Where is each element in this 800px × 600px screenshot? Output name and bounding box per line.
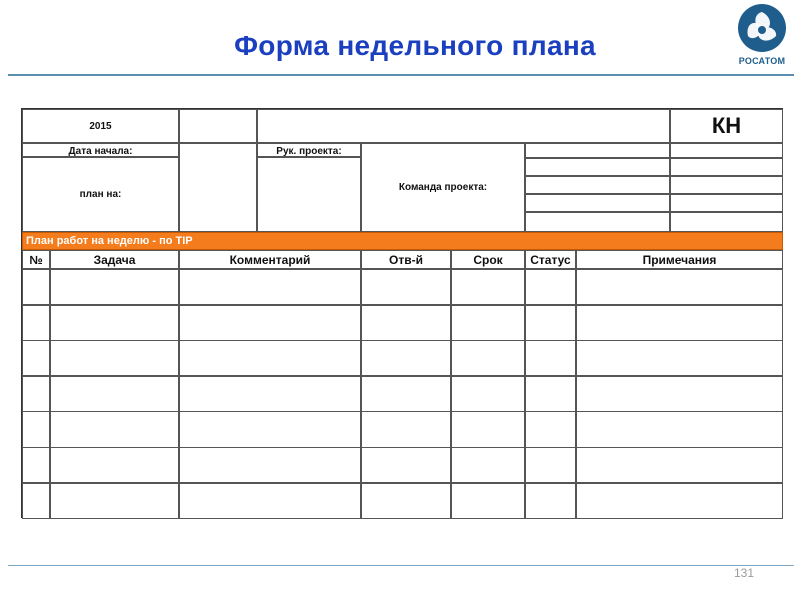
footer-divider — [8, 565, 794, 566]
team-member-cell[interactable] — [670, 143, 783, 158]
task-cell-status[interactable] — [525, 340, 576, 376]
task-cell-comment[interactable] — [179, 376, 361, 412]
task-cell-number[interactable] — [22, 483, 50, 519]
team-member-cell[interactable] — [525, 212, 670, 232]
blank-cell[interactable] — [179, 109, 257, 143]
project-lead-label: Рук. проекта: — [257, 143, 361, 157]
task-cell-responsible[interactable] — [361, 269, 451, 305]
task-cell-task[interactable] — [50, 376, 179, 412]
team-member-cell[interactable] — [525, 194, 670, 212]
header-divider — [8, 74, 794, 76]
team-member-cell[interactable] — [525, 176, 670, 194]
task-cell-comment[interactable] — [179, 411, 361, 447]
code-cell: КН — [670, 109, 783, 143]
column-header-notes: Примечания — [576, 250, 783, 269]
task-cell-task[interactable] — [50, 447, 179, 483]
task-cell-notes[interactable] — [576, 376, 783, 412]
column-header-task: Задача — [50, 250, 179, 269]
task-cell-responsible[interactable] — [361, 340, 451, 376]
task-cell-comment[interactable] — [179, 447, 361, 483]
task-cell-task[interactable] — [50, 411, 179, 447]
task-cell-comment[interactable] — [179, 340, 361, 376]
task-cell-task[interactable] — [50, 269, 179, 305]
weekly-plan-form — [21, 108, 783, 518]
task-cell-status[interactable] — [525, 447, 576, 483]
task-cell-status[interactable] — [525, 305, 576, 341]
start-date-field[interactable] — [179, 143, 257, 232]
rosatom-atom-icon — [736, 2, 788, 54]
task-cell-comment[interactable] — [179, 269, 361, 305]
column-header-comment: Комментарий — [179, 250, 361, 269]
task-cell-task[interactable] — [50, 483, 179, 519]
task-cell-number[interactable] — [22, 376, 50, 412]
task-cell-notes[interactable] — [576, 411, 783, 447]
task-cell-responsible[interactable] — [361, 411, 451, 447]
task-cell-number[interactable] — [22, 305, 50, 341]
page-number: 131 — [734, 566, 755, 580]
year-cell: 2015 — [22, 109, 179, 143]
task-cell-deadline[interactable] — [451, 447, 525, 483]
task-cell-deadline[interactable] — [451, 411, 525, 447]
task-cell-number[interactable] — [22, 411, 50, 447]
team-member-cell[interactable] — [670, 158, 783, 176]
task-cell-number[interactable] — [22, 269, 50, 305]
column-header-deadline: Срок — [451, 250, 525, 269]
task-cell-notes[interactable] — [576, 340, 783, 376]
team-member-cell[interactable] — [525, 143, 670, 158]
team-member-cell[interactable] — [525, 158, 670, 176]
task-cell-number[interactable] — [22, 340, 50, 376]
plan-for-label: план на: — [22, 157, 179, 232]
team-member-cell[interactable] — [670, 194, 783, 212]
task-cell-deadline[interactable] — [451, 305, 525, 341]
task-cell-notes[interactable] — [576, 483, 783, 519]
column-header-status: Статус — [525, 250, 576, 269]
blank-cell[interactable] — [257, 109, 670, 143]
task-cell-status[interactable] — [525, 411, 576, 447]
task-cell-status[interactable] — [525, 376, 576, 412]
task-cell-deadline[interactable] — [451, 340, 525, 376]
project-lead-field[interactable] — [257, 157, 361, 232]
task-cell-status[interactable] — [525, 269, 576, 305]
rosatom-logo — [729, 2, 795, 72]
task-cell-notes[interactable] — [576, 305, 783, 341]
task-cell-status[interactable] — [525, 483, 576, 519]
task-cell-responsible[interactable] — [361, 305, 451, 341]
task-cell-deadline[interactable] — [451, 483, 525, 519]
start-date-label: Дата начала: — [22, 143, 179, 157]
task-cell-notes[interactable] — [576, 447, 783, 483]
task-cell-notes[interactable] — [576, 269, 783, 305]
task-cell-comment[interactable] — [179, 483, 361, 519]
task-cell-responsible[interactable] — [361, 447, 451, 483]
task-cell-task[interactable] — [50, 305, 179, 341]
task-cell-comment[interactable] — [179, 305, 361, 341]
team-member-cell[interactable] — [670, 212, 783, 232]
task-cell-task[interactable] — [50, 340, 179, 376]
logo-wordmark: РОСАТОМ — [738, 56, 786, 66]
project-team-label: Команда проекта: — [361, 143, 525, 232]
section-banner: План работ на неделю - по TIP — [22, 232, 783, 250]
task-cell-deadline[interactable] — [451, 376, 525, 412]
team-member-cell[interactable] — [670, 176, 783, 194]
task-cell-number[interactable] — [22, 447, 50, 483]
slide-title: Форма недельного плана — [234, 30, 596, 61]
task-cell-responsible[interactable] — [361, 376, 451, 412]
column-header-number: № — [22, 250, 50, 269]
column-header-responsible: Отв-й — [361, 250, 451, 269]
task-cell-responsible[interactable] — [361, 483, 451, 519]
task-cell-deadline[interactable] — [451, 269, 525, 305]
